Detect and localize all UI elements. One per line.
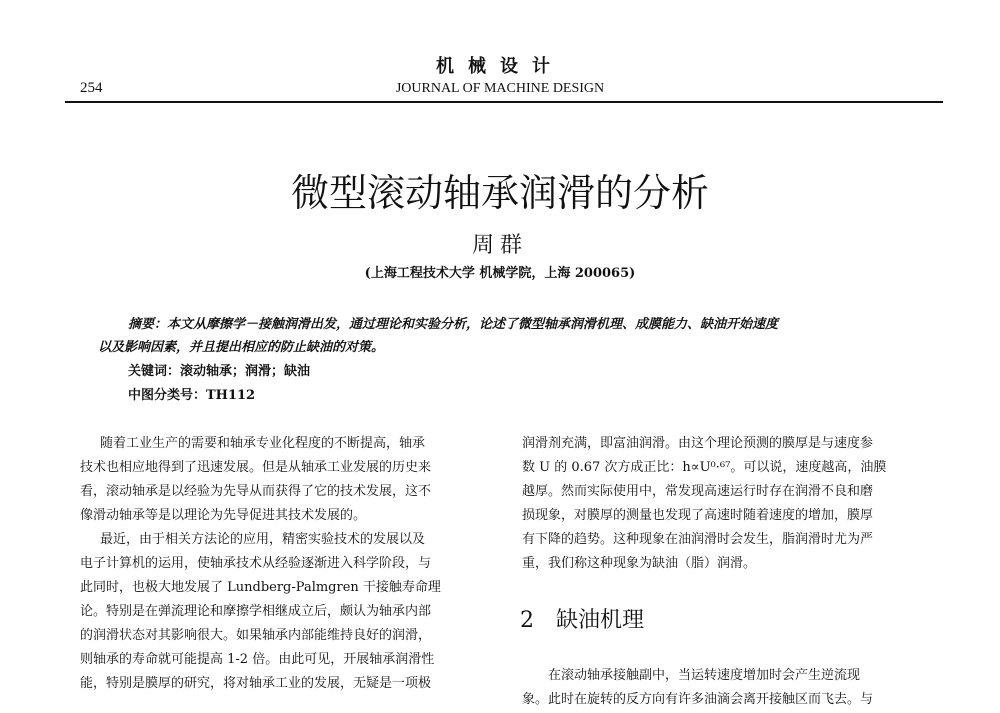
journal-name-english: JOURNAL OF MACHINE DESIGN [395, 81, 605, 96]
body-text-line: 越厚。然而实际使用中，常发现高速运行时存在润滑不良和磨 [522, 484, 874, 499]
body-text-line: 润滑剂充满，即富油润滑。由这个理论预测的膜厚是与速度参 [522, 436, 874, 451]
body-text-line: 的润滑状态对其影响很大。如果轴承内部能维持良好的润滑， [80, 628, 432, 643]
body-text-line: 能，特别是膜厚的研究，将对轴承工业的发展，无疑是一项极 [80, 676, 432, 691]
body-text-line: 在滚动轴承接触副中，当运转速度增加时会产生逆流现 [548, 668, 861, 683]
body-text-line: 象。此时在旋转的反方向有许多油滴会离开接触区而飞去。与 [522, 692, 874, 707]
body-text-line: 数 U 的 0.67 次方成正比：h∝U⁰·⁶⁷。可以说，速度越高，油膜 [522, 460, 887, 475]
header-rule [65, 101, 943, 103]
classification-number: 中图分类号：TH112 [128, 388, 256, 403]
body-text-line: 损现象，对膜厚的测量也发现了高速时随着速度的增加，膜厚 [522, 508, 874, 523]
body-text-line: 像滑动轴承等是以理论为先导促进其技术发展的。 [80, 508, 367, 523]
body-text-line: 有下降的趋势。这种现象在油润滑时会发生，脂润滑时尤为严 [522, 532, 874, 547]
body-text-line: 随着工业生产的需要和轴承专业化程度的不断提高，轴承 [100, 436, 426, 451]
abstract-line: 以及影响因素，并且提出相应的防止缺油的对策。 [98, 340, 385, 355]
body-text-line: 看，滚动轴承是以经验为先导从而获得了它的技术发展，这不 [80, 484, 432, 499]
author-name: 周群 [471, 233, 528, 258]
author-affiliation: (上海工程技术大学 机械学院，上海 200065) [364, 266, 636, 281]
keywords: 关键词：滚动轴承；润滑；缺油 [128, 364, 311, 379]
body-text-line: 则轴承的寿命就可能提高 1-2 倍。由此可见，开展轴承润滑性 [80, 652, 435, 667]
body-text-line: 论。特别是在弹流理论和摩擦学相继成立后，颇认为轴承内部 [80, 604, 432, 619]
section-number: 2 [520, 608, 534, 633]
journal-name-chinese: 机械设计 [436, 56, 564, 77]
page-number: 254 [80, 80, 103, 96]
body-text-line: 此同时，也极大地发展了 Lundberg-Palmgren 干接触寿命理 [80, 580, 441, 595]
body-text-line: 电子计算机的运用，使轴承技术从经验逐渐进入科学阶段，与 [80, 556, 432, 571]
article-title: 微型滚动轴承润滑的分析 [290, 171, 709, 215]
body-text-line: 技术也相应地得到了迅速发展。但是从轴承工业发展的历史来 [80, 460, 432, 475]
section-title: 缺油机理 [556, 608, 645, 633]
abstract-line: 摘要：本文从摩擦学－接触润滑出发，通过理论和实验分析，论述了微型轴承润滑机理、成膜能力、缺油开始速度 [128, 317, 779, 332]
section-heading [520, 603, 644, 634]
body-text-line: 最近，由于相关方法论的应用，精密实验技术的发展以及 [100, 532, 426, 547]
body-text-line: 重，我们称这种现象为缺油（脂）润滑。 [522, 556, 757, 571]
